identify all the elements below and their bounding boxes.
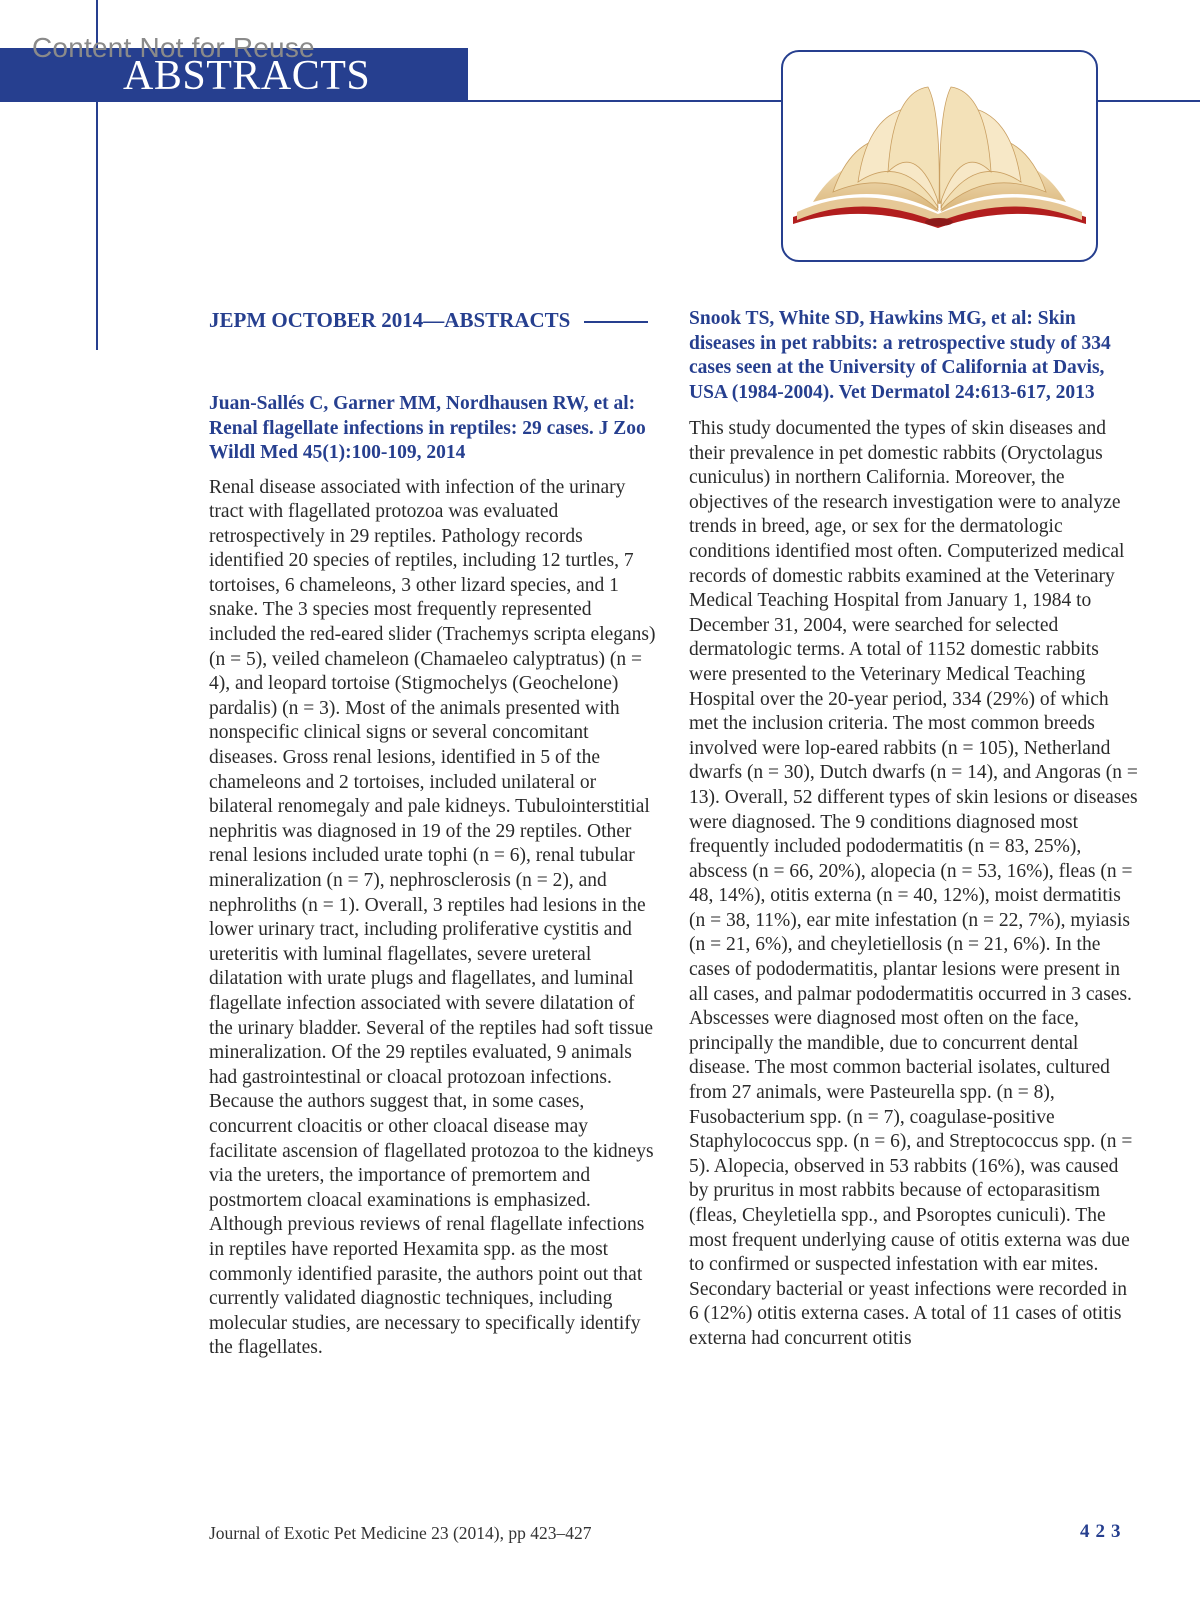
page-title: ABSTRACTS bbox=[123, 53, 371, 99]
watermark: Content Not for Reuse bbox=[32, 32, 315, 63]
article2-body: This study documented the types of skin diseases and their prevalence in pet domestic rabbits (Oryctolagus cuniculus) in northern California. Moreover, the objectives of the research investigation were to analyze trends in breed, age, or sex for the dermatologic conditions identified most often. Computerized medical records of domestic rabbits examined at the Veterinary Medical Teaching Hospital from January 1, 1984 to December 31, 2004, were searched for selected dermatologic terms. A total of 1152 domestic rabbits were presented to the Veterinary Medical Teaching Hospital over the 20-year period, 334 (29%) of which met the inclusion criteria. The most common breeds involved were lop-eared rabbits (n = 105), Netherland dwarfs (n = 30), Dutch dwarfs (n = 14), and Angoras (n = 13). Overall, 52 different types of skin lesions or diseases were diagnosed. The 9 conditions diagnosed most frequently included pododermatitis (n = 83, 25%), abscess (n = 66, 20%), alopecia (n = 53, 16%), fleas (n = 48, 14%), otitis externa (n = 40, 12%), moist dermatitis (n = 38, 11%), ear mite infestation (n = 22, 7%), myiasis (n = 21, 6%), and cheyletiellosis (n = 21, 6%). In the cases of pododermatitis, plantar lesions were present in all cases, and palmar pododermatitis occurred in 3 cases. Abscesses were diagnosed most often on the face, principally the mandible, due to concurrent dental disease. The most common bacterial isolates, cultured from 27 animals, were Pasteurella spp. (n = 8), Fusobacterium spp. (n = 7), coagulase-positive Staphylococcus spp. (n = 6), and Streptococcus spp. (n = 5). Alopecia, observed in 53 rabbits (16%), was caused by pruritus in most rabbits because of ectoparasitism (fleas, Cheyletiella spp., and Psoroptes cuniculi). The most frequent underlying cause of otitis externa was due to confirmed or suspected infestation with ear mites. Secondary bacterial or yeast infections were recorded in 6 (12%) otitis externa cases. A total of 11 cases of otitis externa had concurrent otitis bbox=[689, 418, 1138, 1349]
article1-body: Renal disease associated with infection of the urinary tract with flagellated protozoa was evaluated retrospectively in 29 reptiles. Pathology records identified 20 species of reptiles, including 12 turtles, 7 tortoises, 6 chameleons, 3 other lizard species, and 1 snake. The 3 species most frequently represented included the red-eared slider (Trachemys scripta elegans) (n = 5), veiled chameleon (Chamaeleo calyptratus) (n = 4), and leopard tortoise (Stigmochelys (Geochelone) pardalis) (n = 3). Most of the animals presented with nonspecific clinical signs or several concomitant diseases. Gross renal lesions, identified in 5 of the chameleons and 2 tortoises, included unilateral or bilateral renomegaly and pale kidneys. Tubulointerstitial nephritis was diagnosed in 19 of the 29 reptiles. Other renal lesions included urate tophi (n = 6), renal tubular mineralization (n = 7), nephrosclerosis (n = 2), and nephroliths (n = 1). Overall, 3 reptiles had lesions in the lower urinary tract, including proliferative cystitis and ureteritis with luminal flagellates, severe ureteral dilatation with urate plugs and flagellates, and luminal flagellate infection associated with severe dilatation of the urinary bladder. Several of the reptiles had soft tissue mineralization. Of the 29 reptiles evaluated, 9 animals had gastrointestinal or cloacal protozoan infections. Because the authors suggest that, in some cases, concurrent cloacitis or other cloacal disease may facilitate ascension of flagellated protozoa to the kidneys via the ureters, the importance of premortem and postmortem cloacal examinations is emphasized. Although previous reviews of renal flagellate infections in reptiles have reported Hexamita spp. as the most commonly identified parasite, the authors point out that currently validated diagnostic techniques, including molecular studies, are necessary to specifically identify the flagellates. bbox=[209, 476, 656, 1359]
article1-citation: Juan-Sallés C, Garner MM, Nordhausen RW, et al: Renal flagellate infections in reptiles: 29 cases. J Zoo Wildl Med 45(1):100-109, 2014 bbox=[209, 393, 646, 463]
open-book-icon bbox=[783, 52, 1096, 260]
section-heading-text: JEPM OCTOBER 2014—ABSTRACTS bbox=[209, 308, 571, 332]
section-heading bbox=[209, 307, 661, 333]
left-column bbox=[209, 307, 661, 1361]
page-number: 423 bbox=[1080, 1521, 1127, 1542]
book-image-frame bbox=[781, 50, 1098, 262]
journal-footer: Journal of Exotic Pet Medicine 23 (2014), pp 423–427 bbox=[209, 1523, 592, 1543]
section-heading-rule bbox=[584, 321, 648, 323]
article2-citation: Snook TS, White SD, Hawkins MG, et al: Skin diseases in pet rabbits: a retrospective study of 334 cases seen at the University of California at Davis, USA (1984-2004). Vet Dermatol 24:613-617, 2013 bbox=[689, 308, 1111, 403]
right-column bbox=[689, 307, 1141, 1352]
